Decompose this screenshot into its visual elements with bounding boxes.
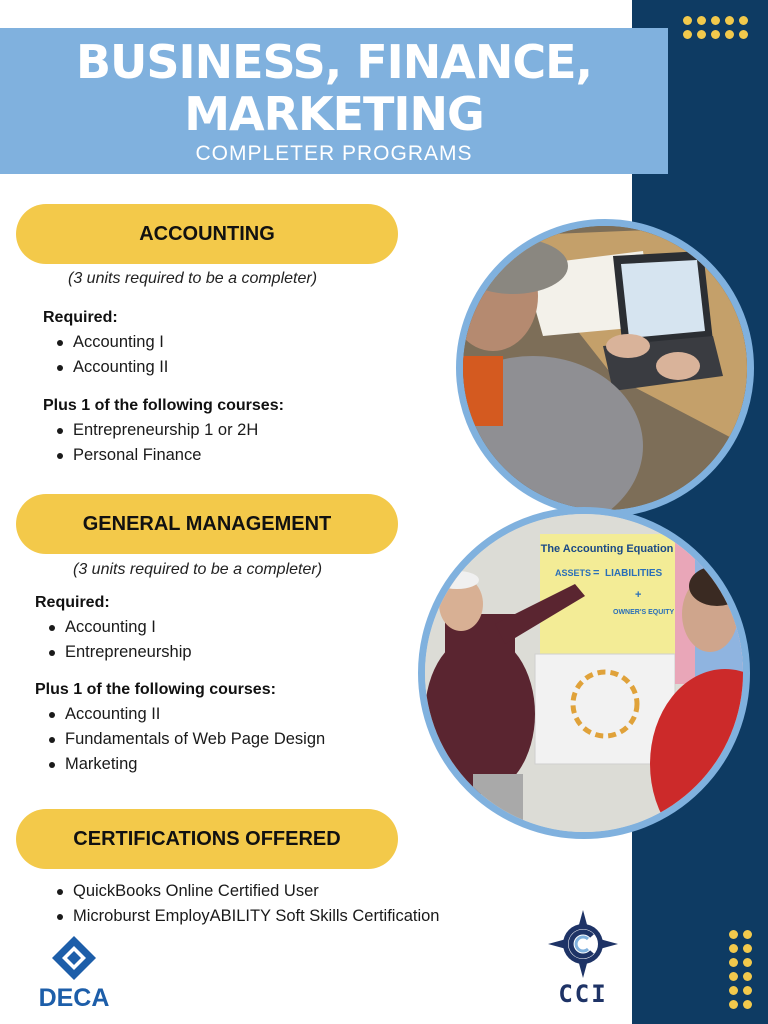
- decorative-dots-top: [683, 16, 748, 39]
- cci-logo: [544, 908, 622, 1008]
- page-title-line2: MARKETING: [184, 87, 484, 141]
- list-item: Marketing: [47, 752, 325, 777]
- accounting-note: (3 units required to be a completer): [68, 270, 318, 287]
- page-title-line1: BUSINESS, FINANCE,: [75, 35, 593, 89]
- page-subtitle: COMPLETER PROGRAMS: [195, 142, 473, 165]
- list-item: Entrepreneurship: [47, 640, 192, 665]
- general-management-plus-label: Plus 1 of the following courses:: [35, 681, 276, 698]
- decorative-dots-bottom: [729, 930, 752, 1009]
- compass-icon: [544, 908, 622, 980]
- accounting-plus-list: [55, 418, 258, 468]
- list-item: Personal Finance: [55, 443, 258, 468]
- list-item: Accounting I: [55, 330, 168, 355]
- general-management-required-list: [47, 615, 192, 665]
- poster-title: The Accounting Equation: [540, 543, 674, 555]
- deca-logo-text: DECA: [38, 984, 110, 1012]
- poster-equity: OWNER'S EQUITY: [613, 609, 675, 616]
- poster-liabilities: LIABILITIES: [605, 568, 663, 579]
- list-item: Fundamentals of Web Page Design: [47, 727, 325, 752]
- list-item: QuickBooks Online Certified User: [55, 879, 439, 904]
- deca-logo: [24, 934, 124, 1014]
- general-management-note: (3 units required to be a completer): [73, 561, 323, 578]
- photo-student-laptop: [456, 219, 754, 517]
- accounting-heading: ACCOUNTING: [16, 204, 398, 264]
- poster-assets: ASSETS: [555, 568, 592, 578]
- list-item: Accounting II: [55, 355, 168, 380]
- deca-diamond-icon: [24, 934, 124, 986]
- general-management-required-label: Required:: [35, 594, 110, 611]
- poster-equals: =: [593, 567, 600, 579]
- list-item: Entrepreneurship 1 or 2H: [55, 418, 258, 443]
- accounting-plus-label: Plus 1 of the following courses:: [43, 397, 284, 414]
- photo-accounting-equation-illustration: [425, 514, 743, 832]
- photo-student-laptop-illustration: [463, 226, 747, 510]
- photo-accounting-equation: [418, 507, 750, 839]
- list-item: Microburst EmployABILITY Soft Skills Certification: [55, 904, 439, 929]
- cci-logo-text: CCI: [558, 980, 608, 1008]
- certifications-heading: CERTIFICATIONS OFFERED: [16, 809, 398, 869]
- list-item: Accounting I: [47, 615, 192, 640]
- list-item: Accounting II: [47, 702, 325, 727]
- accounting-required-list: [55, 330, 168, 380]
- certifications-list: [55, 879, 439, 929]
- title-banner: [0, 28, 668, 174]
- accounting-required-label: Required:: [43, 309, 118, 326]
- general-management-heading: GENERAL MANAGEMENT: [16, 494, 398, 554]
- general-management-plus-list: [47, 702, 325, 777]
- poster-plus: +: [635, 589, 642, 601]
